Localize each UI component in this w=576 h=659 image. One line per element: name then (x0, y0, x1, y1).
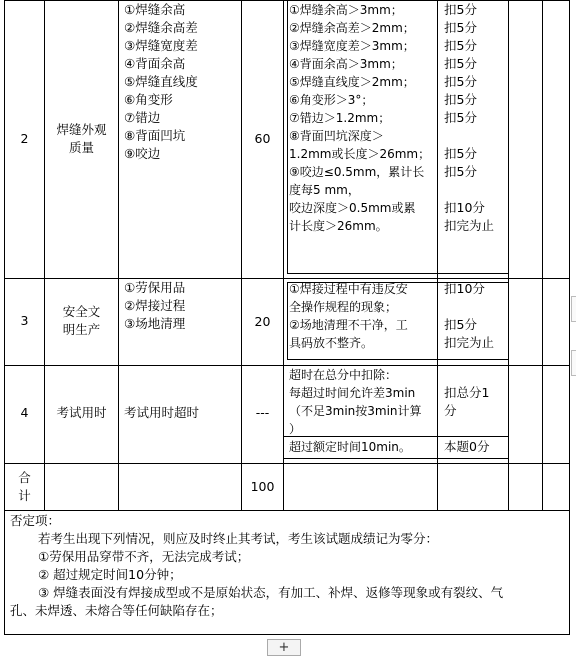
grid-line (4, 278, 570, 279)
text-line: ④背面余高＞3mm； (289, 57, 403, 71)
notes-item: ③ 焊缝表面没有焊接成型或不是原始状态，有加工、补焊、返修等现象或有裂纹、气 (38, 585, 504, 600)
side-scroll-tab[interactable] (571, 296, 576, 322)
grid-line (4, 634, 570, 635)
total-points: 100 (250, 479, 275, 494)
text-line: 扣总分1 (444, 385, 490, 400)
criteria-list (289, 438, 411, 456)
notes-intro: 若考生出现下列情况，则应及时终止其考试，考生该试题成绩记为零分： (38, 531, 439, 546)
grid-line (283, 458, 509, 459)
item-name: 焊缝外观 质量 (56, 122, 107, 155)
text-line: ④背面余高 (124, 56, 186, 71)
row-number: 2 (20, 131, 29, 146)
text-line: ①焊缝余高 (124, 2, 186, 17)
deduction-list (444, 280, 494, 352)
text-line: 扣5分 (444, 164, 477, 179)
text-line (444, 181, 494, 199)
text-line: ③焊缝宽度差＞3mm； (289, 39, 415, 53)
text-line: 分 (444, 403, 457, 418)
text-line: ③焊缝宽度差 (124, 38, 198, 53)
text-line: 咬边深度＞0.5mm或累 (289, 201, 416, 215)
text-line: ⑦错边 (124, 110, 161, 125)
text-line: 扣5分 (444, 2, 477, 17)
item-name: 考试用时 (56, 405, 107, 420)
content-item: 考试用时超时 (124, 405, 200, 420)
grid-line (287, 359, 509, 360)
grid-line (437, 0, 438, 511)
text-line: ⑥角变形＞3°； (289, 93, 374, 107)
total-label: 合 计 (18, 470, 31, 503)
text-line: 扣完为止 (444, 218, 495, 233)
text-line: 度每5 mm， (289, 183, 360, 197)
text-line: 扣5分 (444, 56, 477, 71)
row-number: 4 (20, 405, 29, 420)
text-line (444, 127, 494, 145)
text-line: ） (289, 422, 302, 436)
notes-item: ② 超过规定时间10分钟； (38, 567, 182, 582)
grid-line (542, 0, 543, 511)
grid-line (44, 0, 45, 511)
notes-item: ①劳保用品穿带不齐，无法完成考试； (38, 549, 250, 564)
grid-line (283, 0, 284, 511)
grid-line (287, 282, 288, 360)
text-line: ②焊缝余高差 (124, 20, 198, 35)
deduction-list (444, 1, 494, 235)
deduction-list (444, 438, 489, 456)
text-line (444, 298, 494, 316)
points-value: 60 (254, 131, 271, 146)
text-line: 扣完为止 (444, 335, 495, 350)
criteria-list (289, 280, 408, 352)
text-line: 扣5分 (444, 110, 477, 125)
text-line: ⑧背面凹坑深度＞ (289, 129, 384, 143)
criteria-list (289, 1, 430, 235)
text-line: 扣5分 (444, 20, 477, 35)
notes-heading: 否定项： (10, 513, 61, 528)
grid-line (287, 0, 288, 274)
text-line: ②焊接过程 (124, 298, 186, 313)
text-line: ⑦错边＞1.2mm； (289, 111, 391, 125)
row-number: 3 (20, 313, 29, 328)
text-line: 扣5分 (444, 317, 477, 332)
item-name: 安全文 明生产 (62, 304, 101, 337)
text-line: ⑥角变形 (124, 92, 173, 107)
text-line: 扣5分 (444, 92, 477, 107)
expand-button[interactable]: + (267, 639, 301, 656)
text-line: 扣5分 (444, 38, 477, 53)
grid-line (287, 273, 509, 274)
text-line: 扣10分 (444, 200, 485, 215)
grid-line (241, 0, 242, 511)
content-list (124, 279, 185, 333)
grid-line (569, 0, 570, 635)
text-line: 具码放不整齐。 (289, 336, 374, 350)
text-line: 超时在总分中扣除： (289, 368, 398, 382)
text-line: ⑨咬边 (124, 146, 161, 161)
grid-line (4, 463, 570, 464)
text-line: 全操作规程的现象； (289, 300, 398, 314)
grid-line (4, 365, 570, 366)
deduction-list (444, 384, 489, 420)
text-line: 超过额定时间10min。 (289, 440, 411, 454)
text-line: 扣10分 (444, 281, 485, 296)
text-line: 扣5分 (444, 146, 477, 161)
text-line: ①劳保用品 (124, 280, 186, 295)
grid-line (118, 0, 119, 511)
text-line: ③场地清理 (124, 316, 186, 331)
text-line: 每超过时间允许差3min (289, 386, 416, 400)
text-line: 扣5分 (444, 74, 477, 89)
text-line: ⑧背面凹坑 (124, 128, 186, 143)
text-line: ⑤焊缝直线度 (124, 74, 198, 89)
content-list (124, 1, 198, 163)
text-line: ⑤焊缝直线度＞2mm； (289, 75, 415, 89)
text-line: ①焊缝余高＞3mm； (289, 3, 403, 17)
text-line: ⑨咬边≤0.5mm，累计长 (289, 165, 425, 179)
points-value: 20 (254, 314, 271, 329)
text-line: ②场地清理不干净，工 (289, 318, 408, 332)
grid-line (508, 0, 509, 511)
notes-item: 孔、未焊透、未熔合等任何缺陷存在； (10, 603, 223, 618)
grid-line (4, 510, 570, 511)
criteria-list (289, 366, 422, 438)
points-value: --- (255, 405, 270, 420)
text-line: （不足3min按3min计算 (289, 404, 422, 418)
text-line: 本题0分 (444, 439, 490, 454)
text-line: 1.2mm或长度＞26mm； (289, 147, 431, 161)
side-scroll-tab[interactable] (571, 350, 576, 376)
text-line: 计长度＞26mm。 (289, 219, 388, 233)
text-line: ②焊缝余高差＞2mm； (289, 21, 415, 35)
text-line: ①焊接过程中有违反安 (289, 282, 408, 296)
